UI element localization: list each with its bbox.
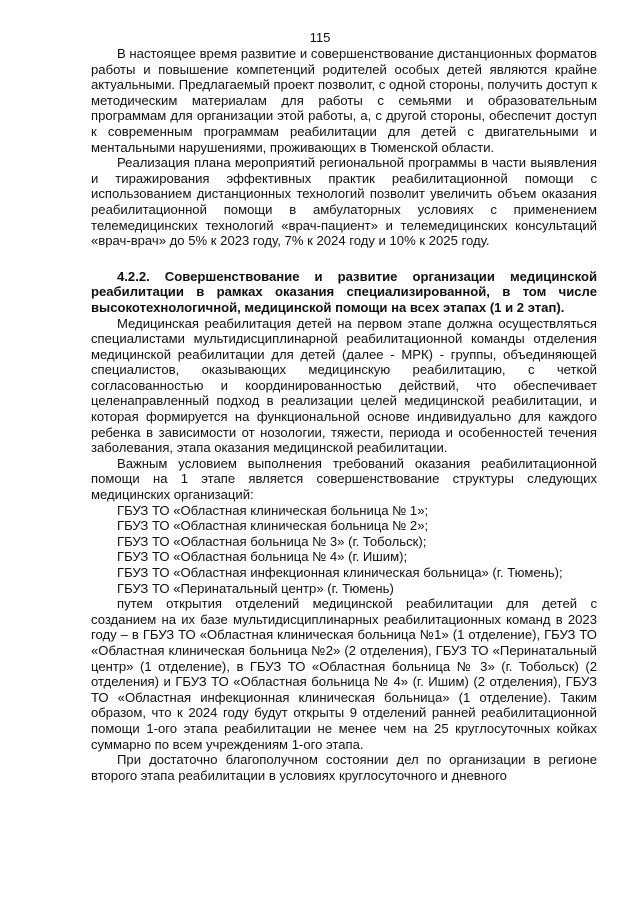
list-item: ГБУЗ ТО «Областная больница № 4» (г. Ишим); <box>117 549 408 565</box>
list-item: ГБУЗ ТО «Областная клиническая больница № 1»; <box>117 502 429 518</box>
list-item: ГБУЗ ТО «Областная больница № 3» (г. Тобольск); <box>117 533 427 549</box>
paragraph-first-stage: Медицинская реабилитация детей на первом этапе должна осуществляться специалистами мультидисциплинарной реабилитационной команды отделения медицинской реабилитации для детей (далее - МРК) - группы, объединяющей специалистов, оказывающих медицинскую реабилитацию, с четкой согласованностью и координированностью действий, что обеспечивает целенаправленный подход в реализации целей медицинской реабилитации, и которая формируется на функциональной основе индивидуально для каждого ребенка в зависимости от нозологии, тяжести, периода и особенностей течения заболевания, этапа оказания медицинской реабилитации. <box>91 315 597 456</box>
page-number: 115 <box>309 30 331 45</box>
paragraph-important-condition: Важным условием выполнения требований оказания реабилитационной помощи на 1 этапе является совершенствование структуры следующих медицинских организаций: <box>91 455 597 503</box>
paragraph-second-stage: При достаточно благополучном состоянии дел по организации в регионе второго этапа реабилитации в условиях круглосуточного и дневного <box>91 752 597 783</box>
list-item: ГБУЗ ТО «Областная клиническая больница № 2»; <box>117 518 429 534</box>
section-gap <box>91 249 597 269</box>
paragraph-remote-formats: В настоящее время развитие и совершенствование дистанционных форматов работы и повышение компетенций родителей особых детей являются крайне актуальными. Предлагаемый проект позволит, с одной стороны, получить доступ к методическим материалам для работы с семьями и образовательным программам для организации этой работы, а, с другой стороны, обеспечит доступ к современным программам реабилитации для детей с двигательными и ментальными нарушениями, проживающих в Тюменской области. <box>91 46 597 155</box>
paragraph-regional-program: Реализация плана мероприятий региональной программы в части выявления и тиражирования эффективных практик реабилитационной помощи с использованием дистанционных технологий позволит увеличить объем оказания реабилитационной помощи в амбулаторных условиях с применением телемедицинских технологий «врач-пациент» и телемедицинских консультаций «врач-врач» до 5% к 2023 году, 7% к 2024 году и 10% к 2025 году. <box>91 155 597 249</box>
list-item: ГБУЗ ТО «Областная инфекционная клиническая больница» (г. Тюмень); <box>117 565 563 580</box>
paragraph-departments-opening: путем открытия отделений медицинской реабилитации для детей с созданием на их базе мультидисциплинарных реабилитационных команд в 2023 году – в ГБУЗ ТО «Областная клиническая больница №1» (1 отделение), ГБУЗ ТО «Областная клиническая больница №2» (2 отделения), ГБУЗ ТО «Перинатальный центр» (1 отделение), в ГБУЗ ТО «Областная больница № 3» (г. Тобольск) (2 отделения) и ГБУЗ ТО «Областная больница № 4» (г. Ишим) (2 отделения), ГБУЗ ТО «Областная инфекционная клиническая больница» (1 отделение). Таким образом, что к 2024 году будут открыты 9 отделений ранней реабилитационной помощи 1-ого этапа реабилитации не менее чем на 25 круглосуточных койках суммарно по всем учреждениям 1-ого этапа. <box>91 596 597 752</box>
text-column <box>91 46 597 783</box>
section-heading: 4.2.2. Совершенствование и развитие организации медицинской реабилитации в рамках оказания специализированной, в том числе высокотехнологичной, медицинской помощи на всех этапах (1 и 2 этап). <box>91 268 597 315</box>
list-item: ГБУЗ ТО «Перинатальный центр» (г. Тюмень) <box>117 580 394 596</box>
institution-list <box>91 503 597 597</box>
